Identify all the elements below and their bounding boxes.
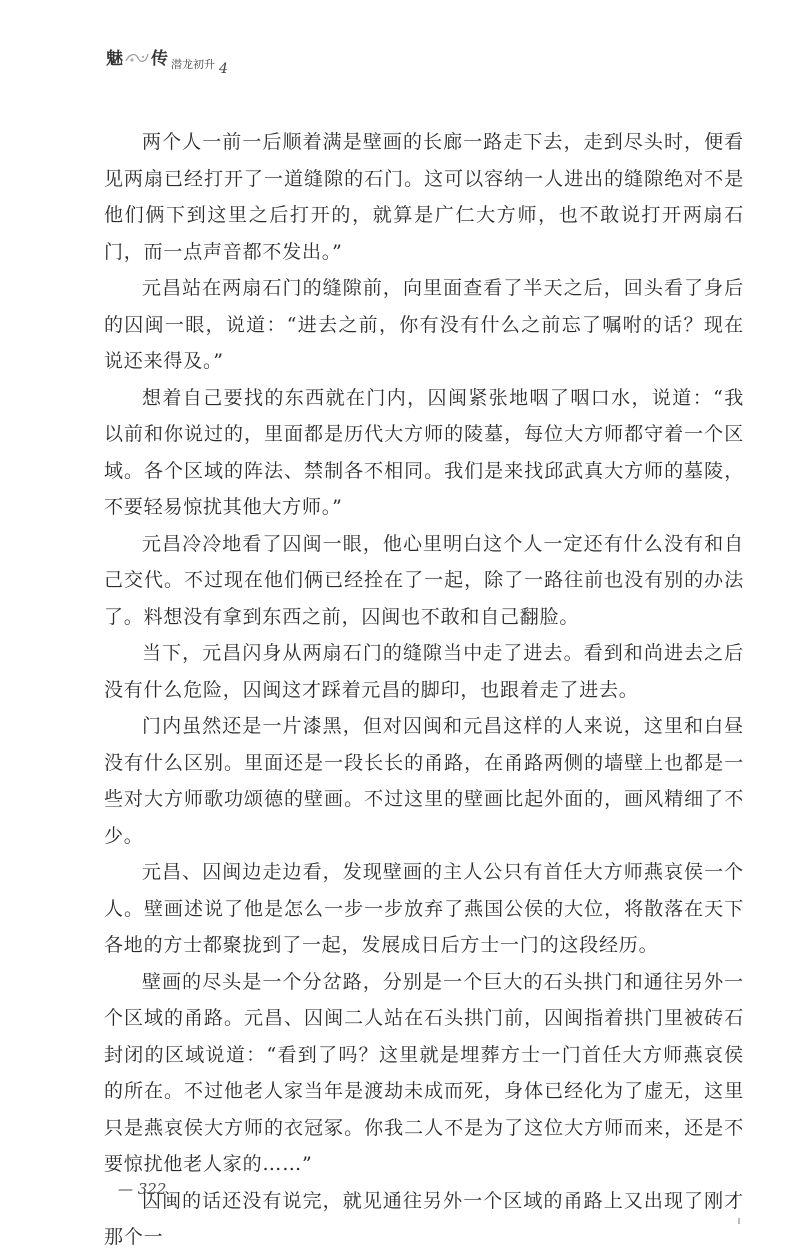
body-text (104, 124, 744, 1256)
paragraph: 门内虽然还是一片漆黑，但对囚闽和元昌这样的人来说，这里和白昼没有什么区别。里面还是一段长长的甬路，在甬路两侧的墙壁上也都是一些对大方师歌功颂德的壁画。不过这里的壁画比起外面的，画风精细了不少。 (104, 715, 744, 847)
paragraph: 囚闽的话还没有说完，就见通往另外一个区域的甬路上又出现了刚才那个一 (104, 1189, 744, 1248)
running-header (106, 44, 228, 84)
header-title-char-1: 魅 (106, 49, 123, 69)
header-swirl-ornament-icon (124, 49, 150, 67)
scan-speck (738, 1218, 740, 1224)
paragraph: 元昌站在两扇石门的缝隙前，向里面查看了半天之后，回头看了身后的囚闽一眼，说道：“进去之前，你有没有什么之前忘了嘱咐的话？现在说还来得及。” (104, 277, 744, 372)
paragraph: 两个人一前一后顺着满是壁画的长廊一路走下去，走到尽头时，便看见两扇已经打开了一道缝隙的石门。这可以容纳一人进出的缝隙绝对不是他们俩下到这里之后打开的，就算是广仁大方师，也不敢说打开两扇石门，而一点声音都不发出。” (104, 131, 744, 263)
header-volume: 4 (219, 61, 228, 77)
header-title-char-2: 传 (151, 49, 168, 69)
header-subtitle: 潜龙初升 (171, 58, 215, 71)
paragraph: 壁画的尽头是一个分岔路，分别是一个巨大的石头拱门和通往另外一个区域的甬路。元昌、囚闽二人站在石头拱门前，囚闽指着拱门里被砖石封闭的区域说道：“看到了吗？这里就是埋葬方士一门首任大方师燕哀侯的所在。不过他老人家当年是渡劫未成而死，身体已经化为了虚无，这里只是燕哀侯大方师的衣冠冢。你我二人不是为了这位大方师而来，还是不要惊扰他老人家的……” (104, 970, 744, 1175)
paragraph: 当下，元昌闪身从两扇石门的缝隙当中走了进去。看到和尚进去之后没有什么危险，囚闽这才踩着元昌的脚印，也跟着走了进去。 (104, 642, 744, 701)
page-number: — 322 (118, 1180, 167, 1198)
paragraph: 元昌、囚闽边走边看，发现壁画的主人公只有首任大方师燕哀侯一个人。壁画述说了他是怎么一步一步放弃了燕国公侯的大位，将散落在天下各地的方士都聚拢到了一起，发展成日后方士一门的这段经历。 (104, 861, 744, 956)
paragraph: 元昌冷冷地看了囚闽一眼，他心里明白这个人一定还有什么没有和自己交代。不过现在他们俩已经拴在了一起，除了一路往前也没有别的办法了。料想没有拿到东西之前，囚闽也不敢和自己翻脸。 (104, 532, 744, 628)
paragraph: 想着自己要找的东西就在门内，囚闽紧张地咽了咽口水，说道：“我以前和你说过的，里面都是历代大方师的陵墓，每位大方师都守着一个区域。各个区域的阵法、禁制各不相同。我们是来找邱武真大方师的墓陵，不要轻易惊扰其他大方师。” (104, 386, 744, 518)
